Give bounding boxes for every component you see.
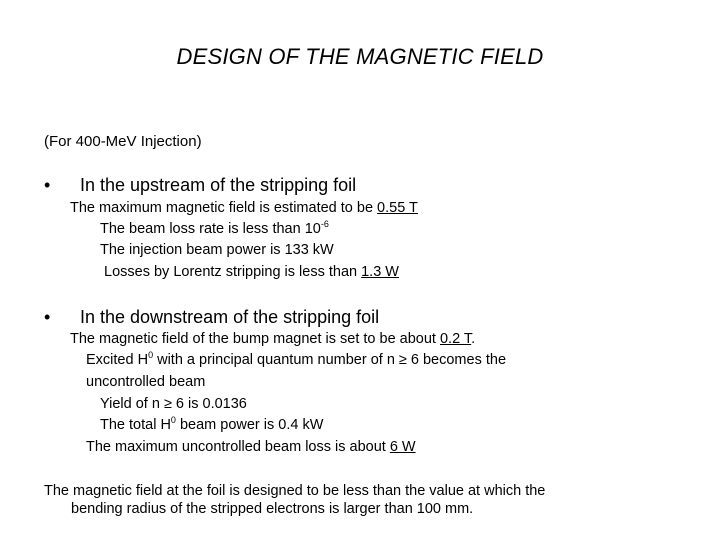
footer-note — [44, 482, 684, 518]
section1-line3: The injection beam power is 133 kW — [100, 242, 334, 258]
section1-line2: The beam loss rate is less than $10^{-6}$ — [100, 219, 329, 237]
section1-heading-row — [44, 175, 356, 196]
section2-line6: The maximum uncontrolled beam loss is about 6 W — [86, 439, 416, 455]
footer-line1: The magnetic field at the foil is designed to be less than the value at which the — [44, 483, 546, 499]
lorentz-loss-value: 1.3 W — [361, 264, 399, 280]
section1-line1: The maximum magnetic field is estimated to be 0.55 T — [70, 200, 418, 216]
page-title: DESIGN OF THE MAGNETIC FIELD — [176, 44, 544, 69]
exponent: -6 — [320, 219, 329, 229]
bullet-icon: • — [44, 307, 51, 327]
section2-heading: In the downstream of the stripping foil — [80, 307, 380, 327]
section1-line4: Losses by Lorentz stripping is less than 1.3 W — [104, 264, 399, 280]
section2-line1: The magnetic field of the bump magnet is set to be about 0.2 T. — [70, 331, 476, 347]
section2-line3: uncontrolled beam — [86, 374, 206, 390]
bump-field-value: 0.2 T — [439, 331, 472, 347]
footer-line2: bending radius of the stripped electrons is larger than 100 mm. — [71, 501, 474, 517]
bullet-icon: • — [44, 175, 51, 195]
section1-heading: In the upstream of the stripping foil — [80, 175, 357, 195]
section2-line4: Yield of n ≥ 6 is 0.0136 — [100, 396, 247, 412]
section2-line5: The total $H^0$ beam power is 0.4 kW — [100, 415, 324, 433]
section2-line2: Excited $H^0$ with a principal quantum number of n ≥ 6 becomes the — [86, 350, 507, 368]
uncontrolled-loss-value: 6 W — [389, 439, 416, 455]
section2-heading-row — [44, 307, 379, 328]
subtitle: (For 400-MeV Injection) — [44, 133, 202, 150]
max-field-value: 0.55 T — [377, 200, 418, 216]
